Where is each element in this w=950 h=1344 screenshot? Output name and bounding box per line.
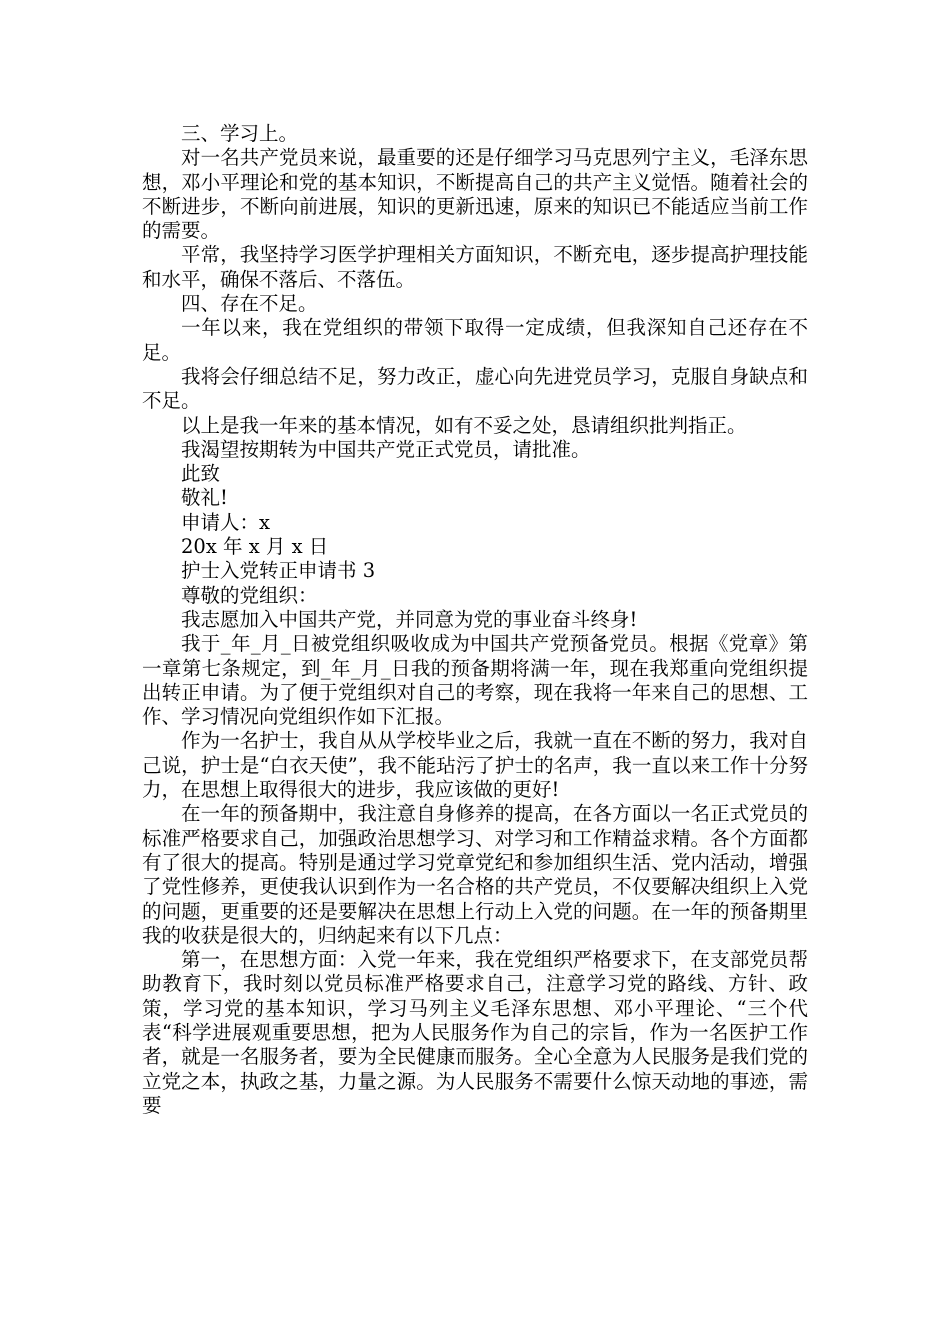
paragraph-improve: 我将会仔细总结不足，努力改正，虚心向先进党员学习，克服自身缺点和不足。	[142, 364, 808, 413]
paragraph-probation: 在一年的预备期中，我注意自身修养的提高，在各方面以一名正式党员的标准严格要求自己，加强政治思想学习、对学习和工作精益求精。各个方面都有了很大的提高。特别是通过学习党章党纪和参加组织生活、党内活动，增强了党性修养，更使我认识到作为一名合格的共产党员，不仅要解决组织上入党的问题，更重要的还是要解决在思想上行动上入党的问题。在一年的预备期里我的收获是很大的，归纳起来有以下几点：	[142, 802, 808, 947]
paragraph-summary: 以上是我一年来的基本情况，如有不妥之处，恳请组织批判指正。	[181, 413, 747, 437]
section-title: 护士入党转正申请书 3	[181, 559, 376, 583]
applicant-line: 申请人：x	[181, 510, 270, 534]
paragraph-shortcomings: 一年以来，我在党组织的带领下取得一定成绩，但我深知自己还存在不足。	[142, 316, 808, 364]
paragraph-thought: 第一，在思想方面：入党一年来，我在党组织严格要求下，在支部党员帮助教育下，我时刻以党员标准严格要求自己，注意学习党的路线、方针、政策，学习党的基本知识，学习马列主义毛泽东思想、邓小平理论、“三个代表“科学进展观重要思想，把为人民服务作为自己的宗旨，作为一名医护工作者，就是一名服务者，要为全民健康而服务。全心全意为人民服务是我们党的立党之本，执政之基，力量之源。为人民服务不需要什么惊天动地的事迹，需要	[142, 948, 808, 1117]
paragraph-nurse: 作为一名护士，我自从从学校毕业之后，我就一直在不断的努力，我对自己说，护士是“白衣天使”，我不能玷污了护士的名声，我一直以来工作十分努力，在思想上取得很大的进步，我应该做的更好!	[142, 729, 808, 802]
paragraph-request: 我渴望按期转为中国共产党正式党员，请批准。	[181, 437, 591, 461]
heading-shortcomings: 四、存在不足。	[181, 292, 318, 316]
date-line: 20x 年 x 月 x 日	[181, 535, 329, 559]
paragraph-pledge: 我志愿加入中国共产党，并同意为党的事业奋斗终身!	[181, 607, 638, 631]
paragraph-intro: 我于_年_月_日被党组织吸收成为中国共产党预备党员。根据《党章》第一章第七条规定，到_年_月_日我的预备期将满一年，现在我郑重向党组织提出转正申请。为了便于党组织对自己的考察，现在我将一年来自己的思想、工作、学习情况向党组织作如下汇报。	[142, 632, 808, 729]
paragraph-study-nursing: 平常，我坚持学习医学护理相关方面知识，不断充电，逐步提高护理技能和水平，确保不落后、不落伍。	[142, 243, 808, 291]
paragraph-study-theory: 对一名共产党员来说，最重要的还是仔细学习马克思列宁主义，毛泽东思想，邓小平理论和党的基本知识，不断提高自己的共产主义觉悟。随着社会的不断进步，不断向前进展，知识的更新迅速，原来的知识已不能适应当前工作的需要。	[142, 146, 808, 243]
heading-study: 三、学习上。	[181, 122, 299, 145]
closing-cizhi: 此致	[181, 462, 221, 486]
document-page	[142, 122, 808, 1118]
closing-jingli: 敬礼!	[181, 486, 228, 510]
salutation: 尊敬的党组织：	[181, 583, 318, 607]
